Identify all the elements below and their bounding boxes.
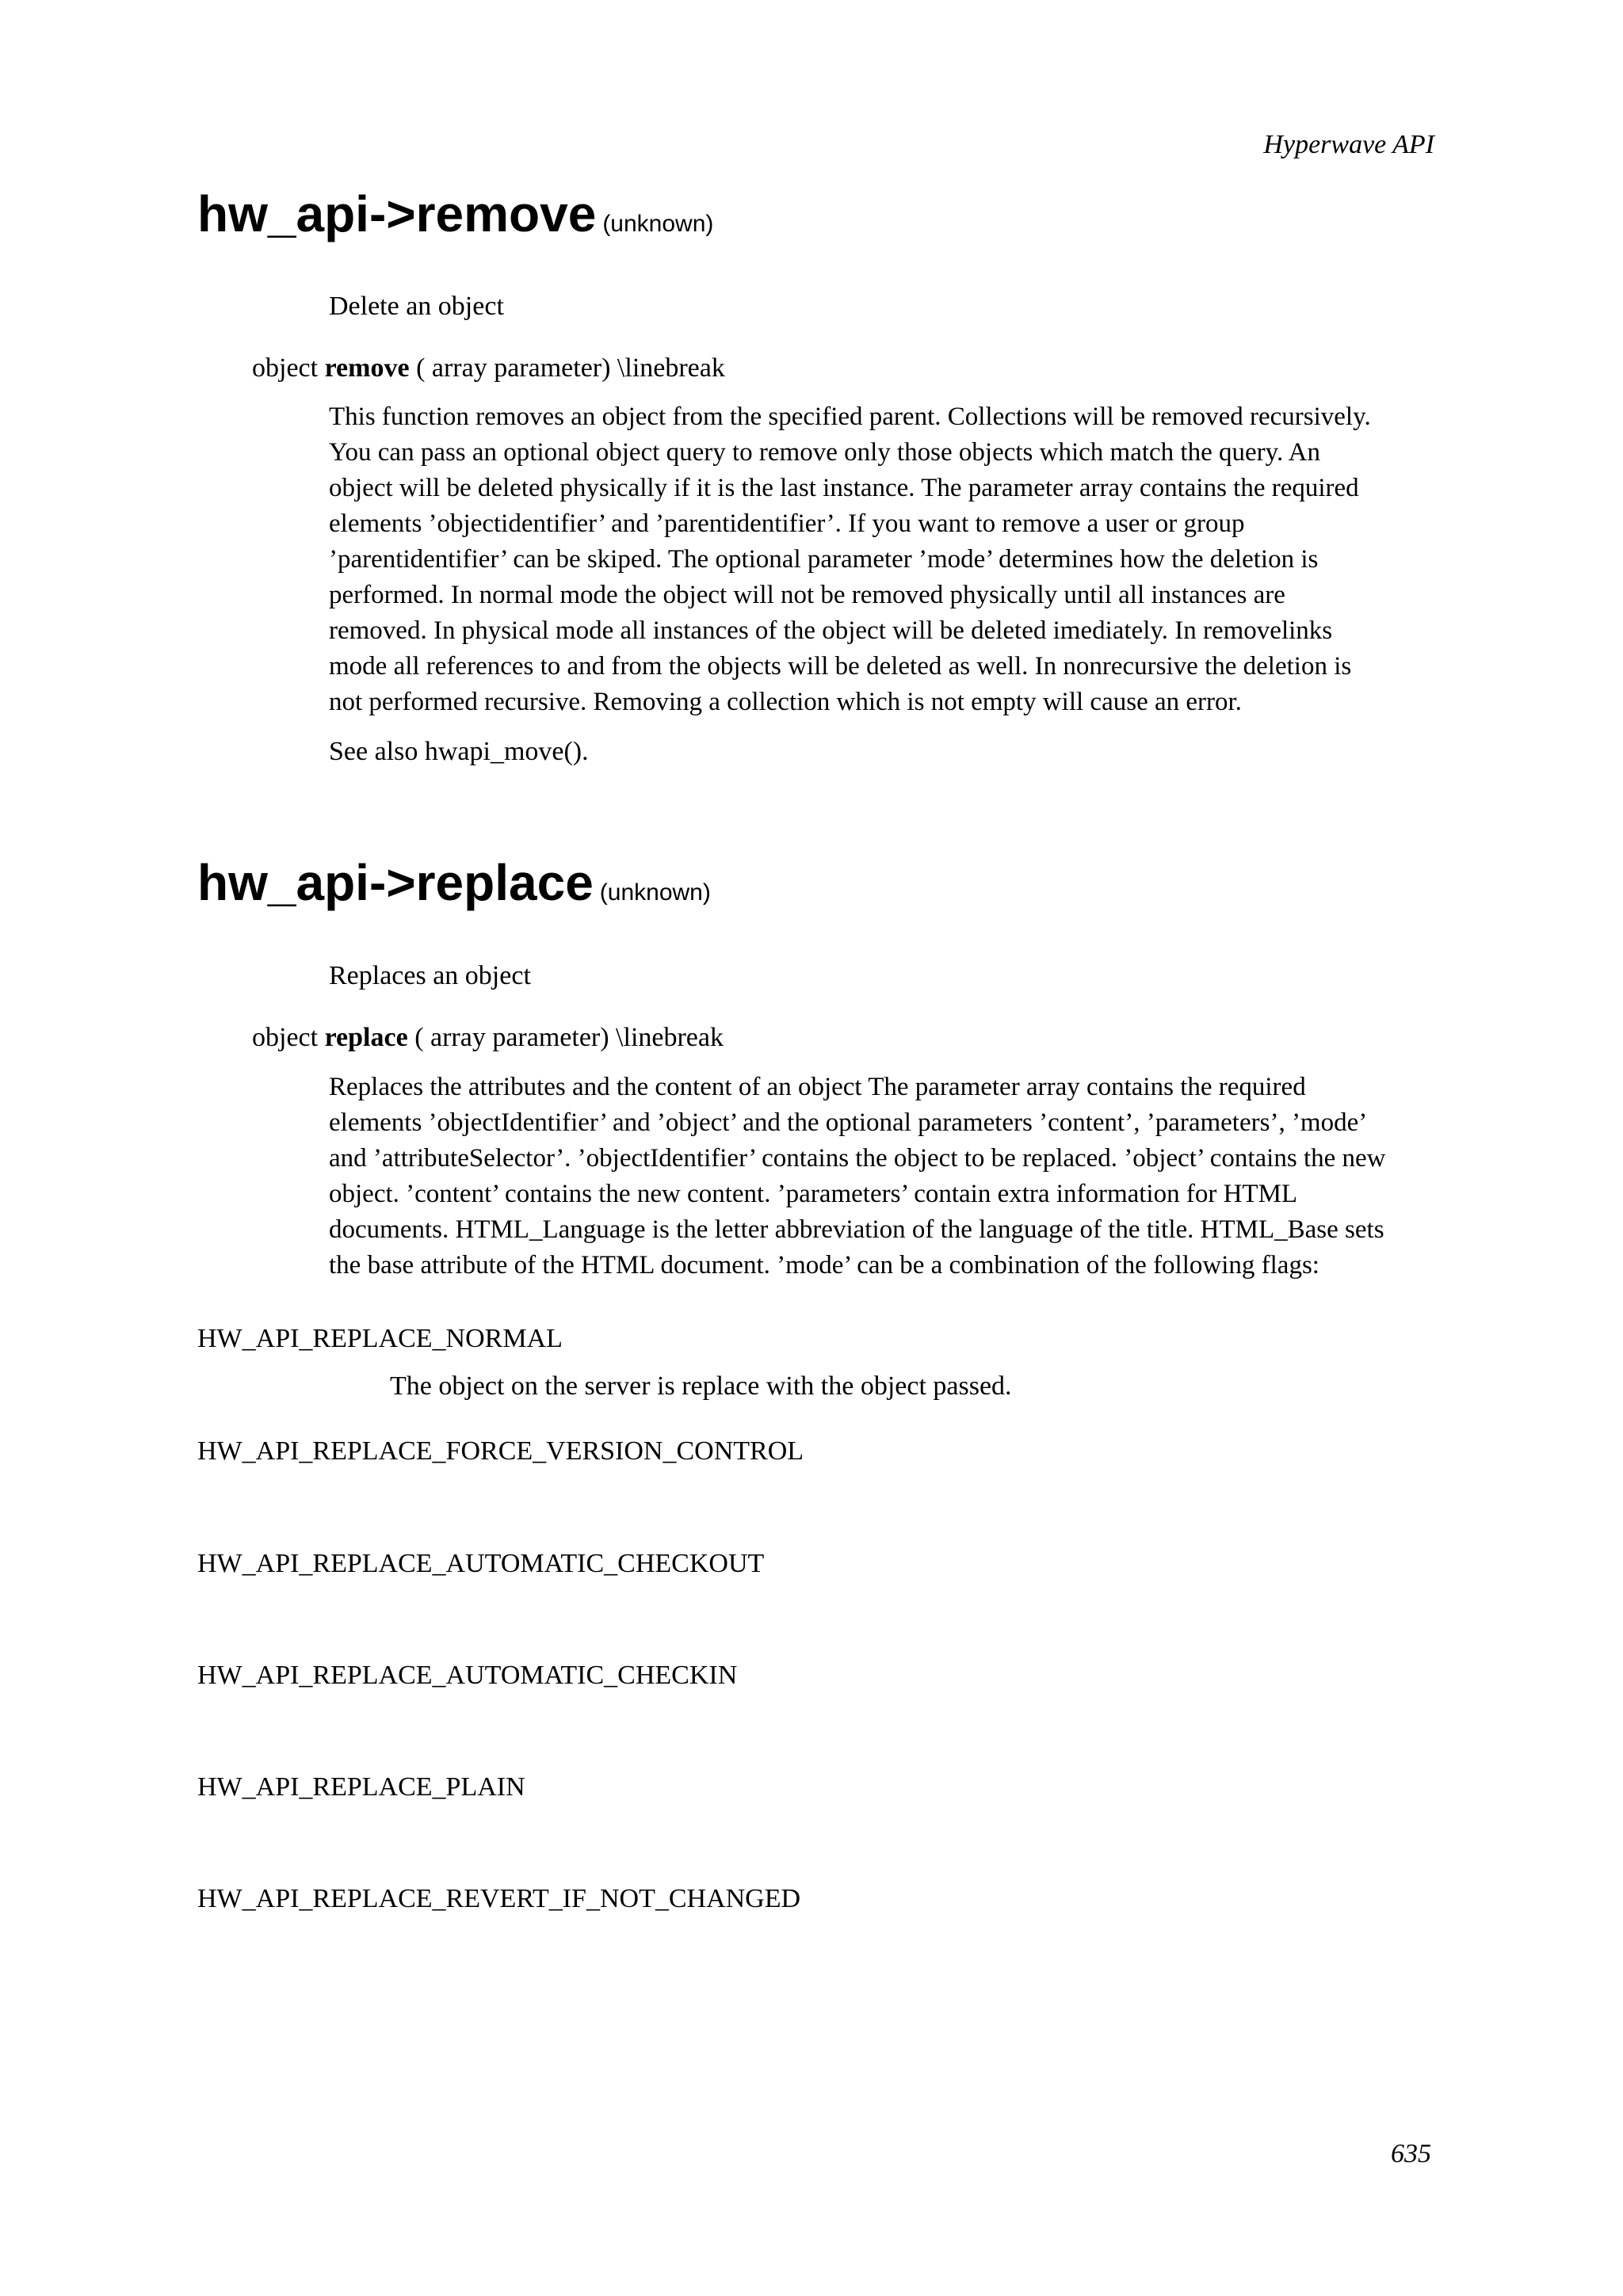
purpose-remove: Delete an object (329, 292, 504, 321)
description-line: ’parentidentifier’ can be skiped. The optional parameter ’mode’ determines how the deletion is (329, 545, 1319, 574)
description-replace (329, 1070, 1434, 1283)
flag-automatic-checkin: HW_API_REPLACE_AUTOMATIC_CHECKIN (197, 1661, 738, 1690)
version-label: (unknown) (602, 211, 714, 237)
description-line: removed. In physical mode all instances of the object will be deleted imediately. In removelinks (329, 616, 1333, 645)
description-line: not performed recursive. Removing a collection which is not empty will cause an error. (329, 688, 1242, 716)
method-name: remove (324, 353, 410, 383)
description-line: and ’attributeSelector’. ’objectIdentifier’ contains the object to be replaced. ’object’ contains the new (329, 1144, 1386, 1173)
synopsis-remove (252, 353, 725, 383)
description-line: documents. HTML_Language is the letter abbreviation of the language of the title. HTML_Base sets (329, 1215, 1384, 1244)
function-name: hw_api->replace (197, 854, 594, 911)
description-line: Replaces the attributes and the content of an object The parameter array contains the required (329, 1073, 1306, 1101)
section-title-replace (197, 854, 711, 911)
flag-force-version-control: HW_API_REPLACE_FORCE_VERSION_CONTROL (197, 1436, 804, 1466)
return-type: object (252, 353, 319, 383)
description-line: elements ’objectIdentifier’ and ’object’ and the optional parameters ’content’, ’parameters’, ’mode’ (329, 1108, 1368, 1137)
running-header: Hyperwave API (1263, 130, 1434, 159)
description-line: elements ’objectidentifier’ and ’parentidentifier’. If you want to remove a user or group (329, 509, 1245, 538)
flag-description: The object on the server is replace with the object passed. (390, 1371, 1012, 1401)
description-remove (329, 399, 1434, 720)
version-label: (unknown) (599, 879, 711, 906)
function-name: hw_api->remove (197, 185, 597, 242)
section-title-remove (197, 185, 714, 242)
method-params: ( array parameter) \linebreak (414, 1023, 724, 1052)
description-line: object will be deleted physically if it is the last instance. The parameter array contains the required (329, 474, 1359, 502)
description-line: This function removes an object from the specified parent. Collections will be removed recursively. (329, 402, 1371, 431)
description-line: performed. In normal mode the object will not be removed physically until all instances are (329, 581, 1285, 609)
page-number: 635 (1391, 2139, 1431, 2168)
flag-revert-if-not-changed: HW_API_REPLACE_REVERT_IF_NOT_CHANGED (197, 1884, 801, 1913)
see-also-remove: See also hwapi_move(). (329, 737, 589, 766)
description-line: object. ’content’ contains the new content. ’parameters’ contain extra information for HTML (329, 1180, 1298, 1208)
return-type: object (252, 1023, 319, 1052)
flag-replace-normal: HW_API_REPLACE_NORMAL (197, 1324, 563, 1353)
flag-plain: HW_API_REPLACE_PLAIN (197, 1772, 525, 1802)
description-line: mode all references to and from the objects will be deleted as well. In nonrecursive the deletion is (329, 652, 1352, 681)
method-params: ( array parameter) \linebreak (416, 353, 725, 383)
description-line: You can pass an optional object query to remove only those objects which match the query. An (329, 438, 1320, 467)
method-name: replace (324, 1023, 408, 1052)
flag-automatic-checkout: HW_API_REPLACE_AUTOMATIC_CHECKOUT (197, 1549, 765, 1578)
purpose-replace: Replaces an object (329, 961, 531, 990)
synopsis-replace (252, 1023, 724, 1053)
description-line: the base attribute of the HTML document. ’mode’ can be a combination of the following flags: (329, 1251, 1319, 1280)
